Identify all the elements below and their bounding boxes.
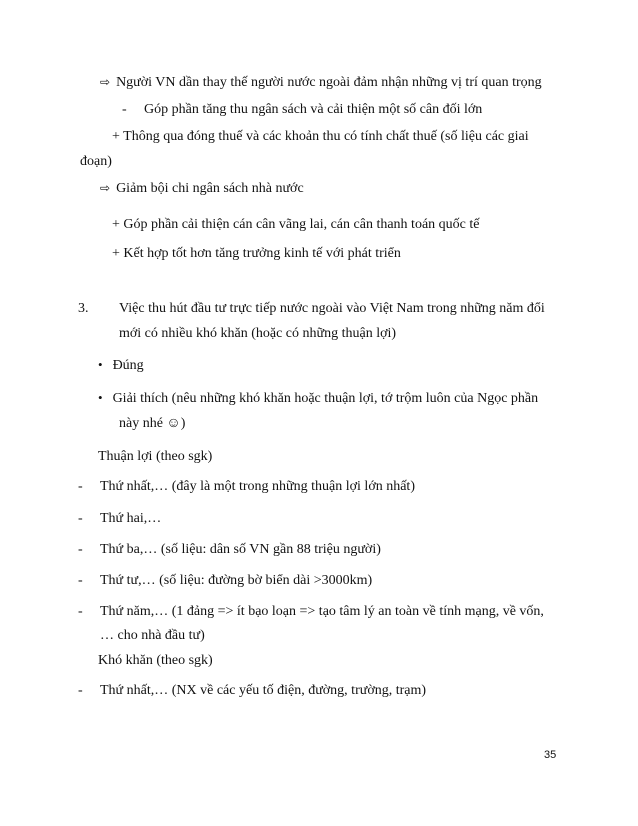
page-number: 35 — [544, 749, 557, 761]
bullet-icon: • — [98, 390, 103, 405]
advantages-heading: Thuận lợi (theo sgk) — [98, 449, 213, 464]
item3-question-cont: mới có nhiều khó khăn (hoặc có những thuận lợi) — [119, 326, 397, 341]
outline-arrow-right-icon: ⇨ — [100, 75, 111, 89]
item3-question: Việc thu hút đầu tư trực tiếp nước ngoài vào Việt Nam trong những năm đổi — [119, 301, 545, 316]
bullet-correct: • Đúng — [98, 357, 144, 373]
bullet-icon: • — [98, 357, 103, 372]
line-budget-revenue: - Góp phần tăng thu ngân sách và cải thiện một số cân đối lớn — [122, 102, 483, 117]
line-tax-payment: + Thông qua đóng thuế và các khoản thu có tính chất thuế (số liệu các giai — [112, 129, 529, 144]
line-tax-payment-cont: đoạn) — [80, 154, 112, 169]
difficulty-item-1: - Thứ nhất,… (NX về các yếu tố điện, đường, trường, trạm) — [78, 683, 427, 698]
advantage-item-5: - Thứ năm,… (1 đảng => ít bạo loạn => tạo tâm lý an toàn về tính mạng, về vốn, — [78, 604, 544, 619]
item-number: 3. — [78, 301, 89, 316]
line-balance-payments: + Góp phần cải thiện cán cân vãng lai, cán cân thanh toán quốc tế — [112, 217, 480, 232]
line-replace-foreigners: ⇨ Người VN dần thay thế người nước ngoài đảm nhận những vị trí quan trọng — [100, 75, 542, 90]
advantage-item-4: - Thứ tư,… (số liệu: đường bờ biển dài >3000km) — [78, 573, 373, 588]
bullet-explanation: • Giải thích (nêu những khó khăn hoặc thuận lợi, tớ trộm luôn của Ngọc phần — [98, 390, 539, 406]
line-growth-development: + Kết hợp tốt hơn tăng trưởng kinh tế với phát triển — [112, 246, 401, 261]
bullet-explanation-cont: này nhé ☺) — [119, 416, 186, 431]
difficulties-heading: Khó khăn (theo sgk) — [98, 653, 213, 668]
advantage-item-1: - Thứ nhất,… (đây là một trong những thuận lợi lớn nhất) — [78, 479, 415, 494]
outline-arrow-right-icon: ⇨ — [100, 181, 111, 195]
advantage-item-5-cont: … cho nhà đầu tư) — [100, 628, 205, 643]
advantage-item-2: - Thứ hai,… — [78, 511, 162, 526]
advantage-item-3: - Thứ ba,… (số liệu: dân số VN gần 88 triệu người) — [78, 542, 381, 557]
line-reduce-deficit: ⇨ Giảm bội chi ngân sách nhà nước — [100, 181, 304, 196]
